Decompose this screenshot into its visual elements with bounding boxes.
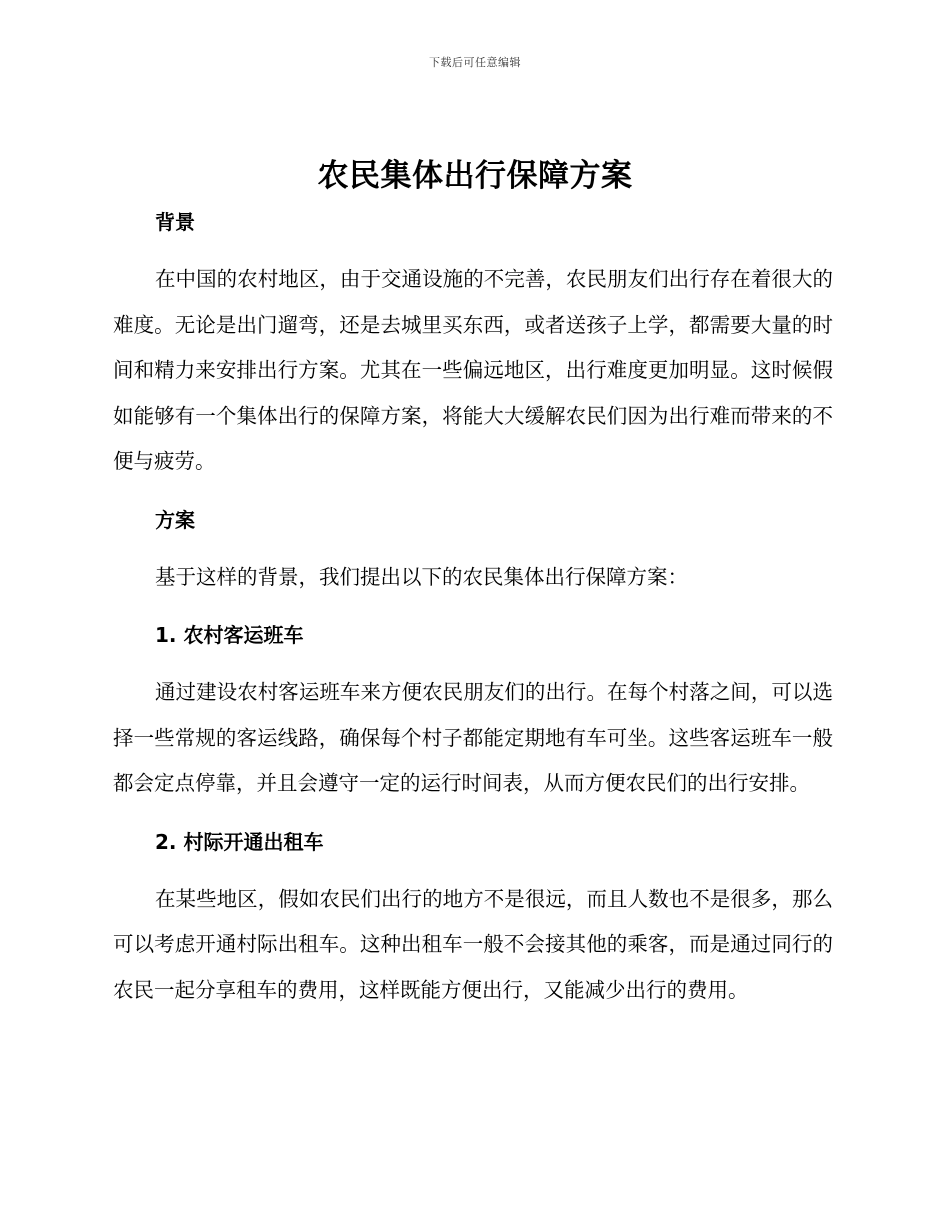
header-note: 下载后可任意编辑 <box>429 56 521 69</box>
section-heading-item-1: 1. 农村客运班车 <box>155 623 304 647</box>
document-title: 农民集体出行保障方案 <box>317 158 633 194</box>
paragraph-item-2: 在某些地区，假如农民们出行的地方不是很远，而且人数也不是很多，那么可以考虑开通村际出租车。这种出租车一般不会接其他的乘客，而是通过同行的农民一起分享租车的费用，这样既能方便出行，又能减少出行的费用。 <box>113 886 833 1002</box>
paragraph-background: 在中国的农村地区，由于交通设施的不完善，农民朋友们出行存在着很大的难度。无论是出门遛弯，还是去城里买东西，或者送孩子上学，都需要大量的时间和精力来安排出行方案。尤其在一些偏远地区，出行难度更加明显。这时候假如能够有一个集体出行的保障方案，将能大大缓解农民们因为出行难而带来的不便与疲劳。 <box>113 267 833 473</box>
paragraph-item-1: 通过建设农村客运班车来方便农民朋友们的出行。在每个村落之间，可以选择一些常规的客运线路，确保每个村子都能定期地有车可坐。这些客运班车一般都会定点停靠，并且会遵守一定的运行时间表，从而方便农民们的出行安排。 <box>113 680 833 795</box>
section-heading-item-2: 2. 村际开通出租车 <box>155 829 324 854</box>
section-heading-background: 背景 <box>155 210 195 234</box>
paragraph-plan-intro: 基于这样的背景，我们提出以下的农民集体出行保障方案： <box>155 564 688 589</box>
section-heading-plan: 方案 <box>155 507 195 532</box>
document-body <box>113 199 833 1013</box>
